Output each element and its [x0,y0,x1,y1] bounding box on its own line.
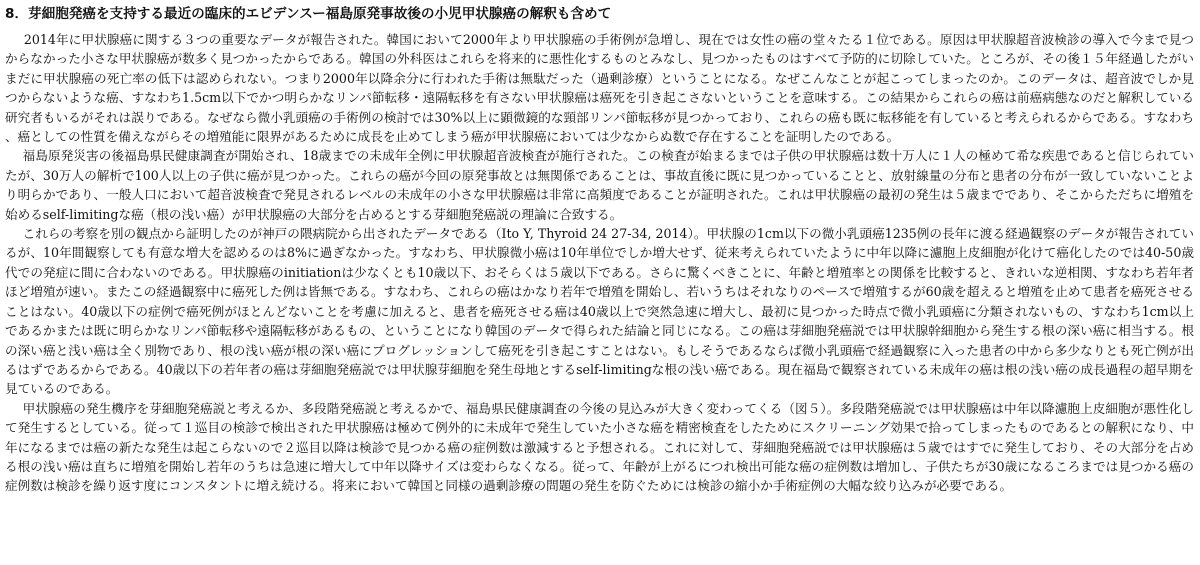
paragraph-korea-data: 2014年に甲状腺癌に関する３つの重要なデータが報告された。韓国において2000年より甲状腺癌の手術例が急増し、現在では女性の癌の堂々たる１位である。原因は甲状腺超音波検診の導入で今まで見つからなかった小さな甲状腺癌が数多く見つかったからである。韓国の外科医はこれらを将来的に悪性化するものとみなし、見つかったものはすべて予防的に切除していた。ところが、その後１５年経過したがいまだに甲状腺癌の死亡率の低下は認められない。つまり2000年以降余分に行われた手術は無駄だった（過剰診療）ということになる。なぜこんなことが起こってしまったのか。このデータは、超音波でしか見つからないような癌、すなわち1.5cm以下でかつ明らかなリンパ節転移・遠隔転移を有さない甲状腺癌は癌死を引き起こさないということを意味する。この結果からこれらの癌は前癌病態なのだと解釈している研究者もいるがそれは誤りである。なぜなら微小乳頭癌の手術例の検討では30%以上に顕微鏡的な頸部リンパ節転移が見つかっており、これらの癌も既に転移能を有していると考えられるからである。すなわち、癌としての性質を備えながらその増殖能に限界があるために成長を止めてしまう癌が甲状腺癌においては少なからぬ数で存在することを証明したのである。 [5,32,1194,145]
section-heading: 8．芽細胞発癌を支持する最近の臨床的エビデンスー福島原発事故後の小児甲状腺癌の解釈も含めて [5,6,612,22]
paragraph-kuma-hospital-data: これらの考察を別の観点から証明したのが神戸の隈病院から出されたデータである（Ito Y, Thyroid 24 27-34, 2014）。甲状腺の1cm以下の微小乳頭癌1235例の長年に渡る経過観察のデータが報告されているが、10年間観察しても有意な増大を認めるのは8%に過ぎなかった。すなわち、甲状腺微小癌は10年単位でしか増大せず、従来考えられていたように中年以降に濾胞上皮細胞が化けて癌化したのでは40-50歳代での発症に間に合わないのである。甲状腺癌のinitiationは少なくとも10歳以下、おそらくは５歳以下である。さらに驚くべきことに、年齢と増殖率との関係を比較すると、きれいな逆相関、すなわち若年者ほど増殖が速い。またこの経過観察中に癌死した例は皆無である。すなわち、これらの癌はかなり若年で増殖を開始し、若いうちはそれなりのペースで増殖するが60歳を超えると増殖を止めて患者を癌死させることはない。40歳以下の症例で癌死例がほとんどないことを考慮に加えると、患者を癌死させる癌は40歳以上で突然急速に増大し、最初に見つかった時点で微小乳頭癌に分類されないもの、すなわち1cm以上であるかまたは既に明らかなリンパ節転移や遠隔転移があるもの、ということになり韓国のデータで得られた結論と同じになる。この癌は芽細胞発癌説では甲状腺幹細胞から発生する根の深い癌に相当する。根の深い癌と浅い癌は全く別物であり、根の浅い癌が根の深い癌にプログレッションして癌死を引き起こすことはない。もしそうであるならば微小乳頭癌で経過観察に入った患者の中から多少なりとも死亡例が出るはずであるからである。40歳以下の若年者の癌は芽細胞発癌説では甲状腺芽細胞を発生母地とするself-limitingな根の浅い癌である。現在福島で観察されている未成年の癌は根の浅い癌の成長過程の超早期を見ているのである。 [5,226,1194,397]
paragraph-fukushima-survey: 福島原発災害の後福島県民健康調査が開始され、18歳までの未成年全例に甲状腺超音波検査が施行された。この検査が始まるまでは子供の甲状腺癌は数十万人に１人の極めて希な疾患であると信じられていたが、30万人の解析で100人以上の子供に癌が見つかった。これらの癌が今回の原発事故とは無関係であることは、事故直後に既に見つかっていることと、放射線量の分布と患者の分布が一致していないことより明らかであり、一般人口において超音波検査で発見されるレベルの未成年の小さな甲状腺癌は非常に高頻度であることが証明された。これは甲状腺癌の最初の発生は５歳までであり、そこからただちに増殖を始めるself-limitingな癌（根の浅い癌）が甲状腺癌の大部分を占めるとする芽細胞発癌説の理論に合致する。 [5,148,1195,222]
paragraph-outlook: 甲状腺癌の発生機序を芽細胞発癌説と考えるか、多段階発癌説と考えるかで、福島県民健康調査の今後の見込みが大きく変わってくる（図５）。多段階発癌説では甲状腺癌は中年以降濾胞上皮細胞が悪性化して発生するとしている。従って１巡目の検診で検出された甲状腺癌は極めて例外的に未成年で発生していた小さな癌を精密検査をしたためにスクリーニング効果で拾ってしまったものであるとの解釈になり、中年になるまでは癌の新たな発生は起こらないので２巡目以降は検診で見つかる癌の症例数は激減すると予想される。これに対して、芽細胞発癌説では甲状腺癌は５歳ではすでに発生しており、その大部分を占める根の浅い癌は直ちに増殖を開始し若年のうちは急速に増大して中年以降サイズは変わらなくなる。従って、年齢が上がるにつれ検出可能な癌の症例数は増加し、子供たちが30歳になるころまでは見つかる癌の症例数は検診を繰り返す度にコンスタントに増え続ける。将来において韓国と同様の過剰診療の問題の発生を防ぐためには検診の縮小か手術症例の大幅な絞り込みが必要である。 [5,400,1194,494]
